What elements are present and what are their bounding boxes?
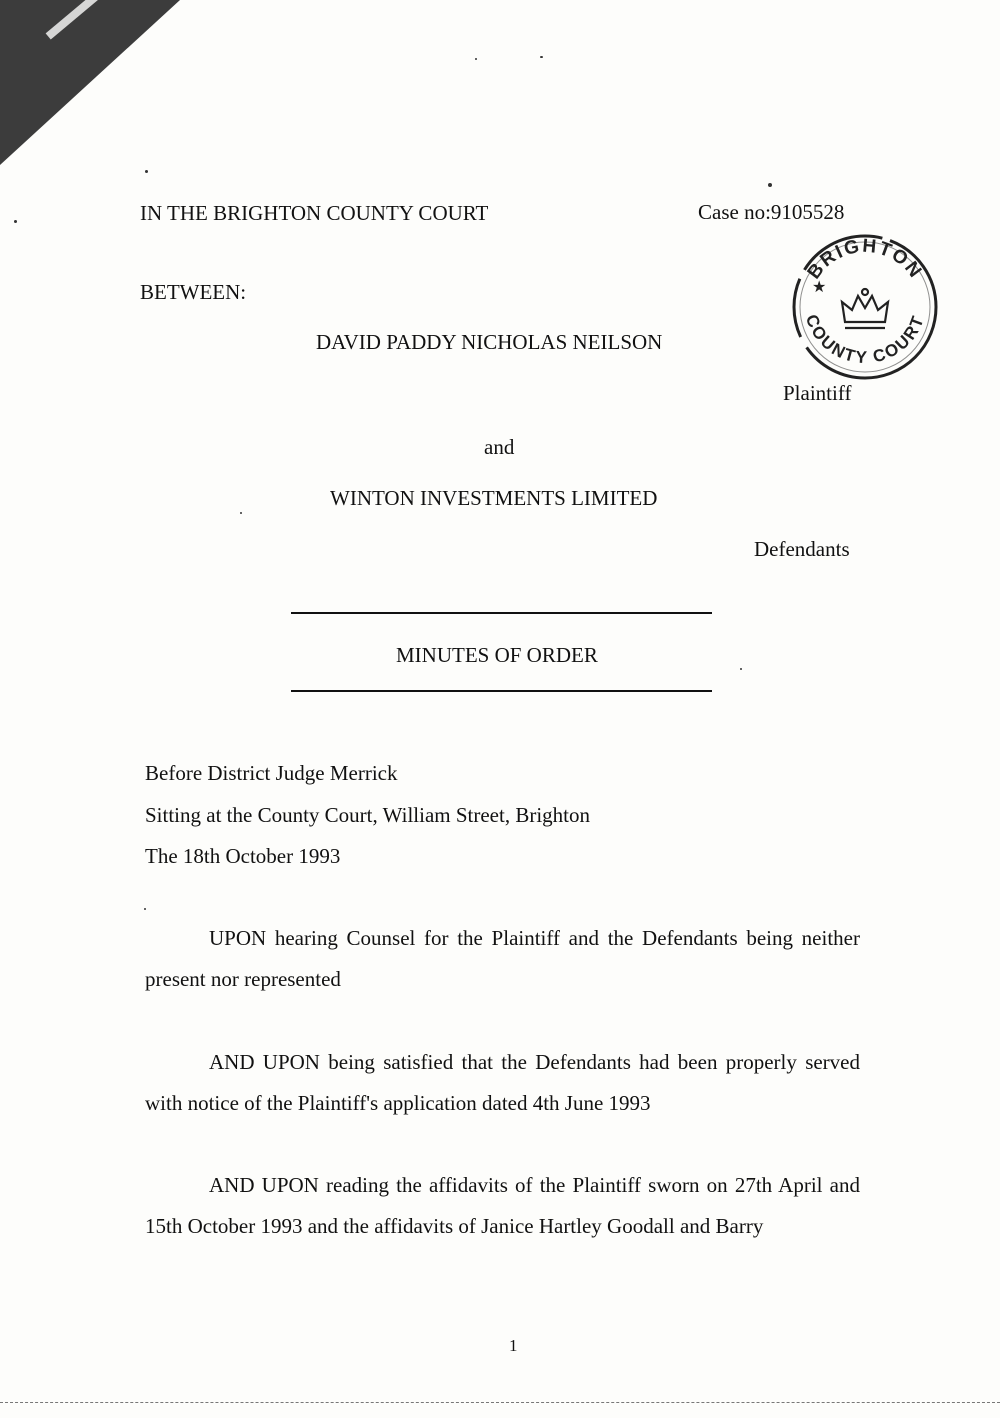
scan-speck <box>475 58 477 60</box>
plaintiff-name: DAVID PADDY NICHOLAS NEILSON <box>316 330 663 354</box>
and-label: and <box>484 435 515 459</box>
court-name: IN THE BRIGHTON COUNTY COURT <box>140 201 489 225</box>
plaintiff-label: Plaintiff <box>783 381 852 405</box>
page-number: 1 <box>509 1336 518 1355</box>
court-seal-stamp <box>790 232 940 382</box>
sitting-line: Sitting at the County Court, William Street, Brighton <box>145 803 590 827</box>
scan-speck <box>240 512 242 514</box>
scan-speck <box>740 668 742 670</box>
scan-speck <box>144 908 146 910</box>
crown-icon <box>842 289 888 328</box>
stamp-bottom-text: COUNTY COURT <box>801 311 929 368</box>
defendant-name: WINTON INVESTMENTS LIMITED <box>330 486 658 510</box>
scan-speck <box>145 170 148 173</box>
scan-speck <box>14 220 17 223</box>
scan-speck <box>768 183 772 187</box>
paragraph: AND UPON being satisfied that the Defendants had been properly served with notice of the Plaintiff's application dated 4th June 1993 <box>145 1050 860 1115</box>
paragraph: UPON hearing Counsel for the Plaintiff and the Defendants being neither present nor represented <box>145 926 860 991</box>
order-title: MINUTES OF ORDER <box>396 643 598 667</box>
scan-corner-shadow <box>0 0 180 165</box>
between-label: BETWEEN: <box>140 280 247 304</box>
order-date: The 18th October 1993 <box>145 844 341 868</box>
paragraph: AND UPON reading the affidavits of the Plaintiff sworn on 27th April and 15th October 1993 and the affidavits of Janice Hartley Goodall and Barry <box>145 1173 860 1238</box>
scan-speck <box>540 56 543 58</box>
title-rule-bottom <box>291 690 712 692</box>
scan-bottom-edge <box>0 1402 1000 1403</box>
star-icon: ★ <box>812 279 827 296</box>
title-rule-top <box>291 612 712 614</box>
defendants-label: Defendants <box>754 537 850 561</box>
case-number: Case no:9105528 <box>698 200 845 224</box>
judge-line: Before District Judge Merrick <box>145 761 398 785</box>
stamp-top-text: BRIGHTON <box>803 235 927 284</box>
